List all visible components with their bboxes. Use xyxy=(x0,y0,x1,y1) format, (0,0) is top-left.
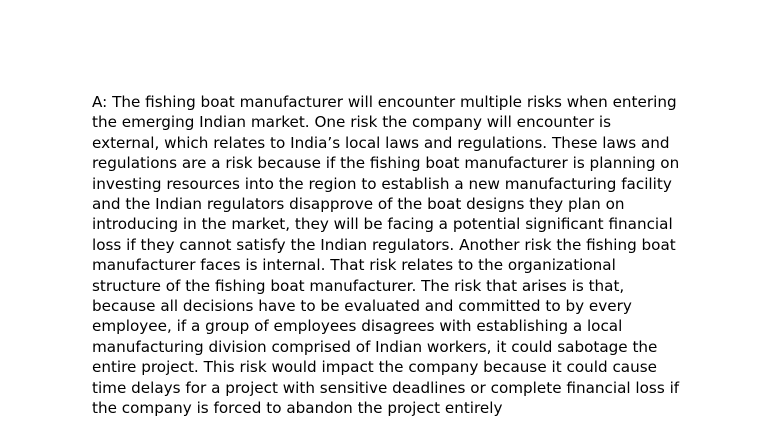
text-line: investing resources into the region to establish a new manufacturing facility xyxy=(92,174,672,193)
text-line: introducing in the market, they will be facing a potential significant financial xyxy=(92,215,673,234)
text-line: structure of the fishing boat manufacturer. The risk that arises is that, xyxy=(92,276,625,295)
text-line: manufacturing division comprised of Indian workers, it could sabotage the xyxy=(92,337,658,356)
text-line: and the Indian regulators disapprove of the boat designs they plan on xyxy=(92,195,625,214)
text-line: the company is forced to abandon the project entirely xyxy=(92,399,503,418)
text-line: manufacturer faces is internal. That risk relates to the organizational xyxy=(92,256,616,275)
text-line: the emerging Indian market. One risk the company will encounter is xyxy=(92,113,612,132)
text-line: time delays for a project with sensitive deadlines or complete financial loss if xyxy=(92,378,680,397)
text-line: because all decisions have to be evaluated and committed to by every xyxy=(92,297,632,316)
text-line: employee, if a group of employees disagrees with establishing a local xyxy=(92,317,623,336)
text-line: external, which relates to India’s local laws and regulations. These laws and xyxy=(92,133,670,152)
answer-paragraph xyxy=(92,92,692,419)
text-line: loss if they cannot satisfy the Indian regulators. Another risk the fishing boat xyxy=(92,235,676,254)
text-line: regulations are a risk because if the fishing boat manufacturer is planning on xyxy=(92,154,680,173)
text-line: entire project. This risk would impact the company because it could cause xyxy=(92,358,657,377)
text-line: A: The fishing boat manufacturer will encounter multiple risks when entering xyxy=(92,93,677,111)
